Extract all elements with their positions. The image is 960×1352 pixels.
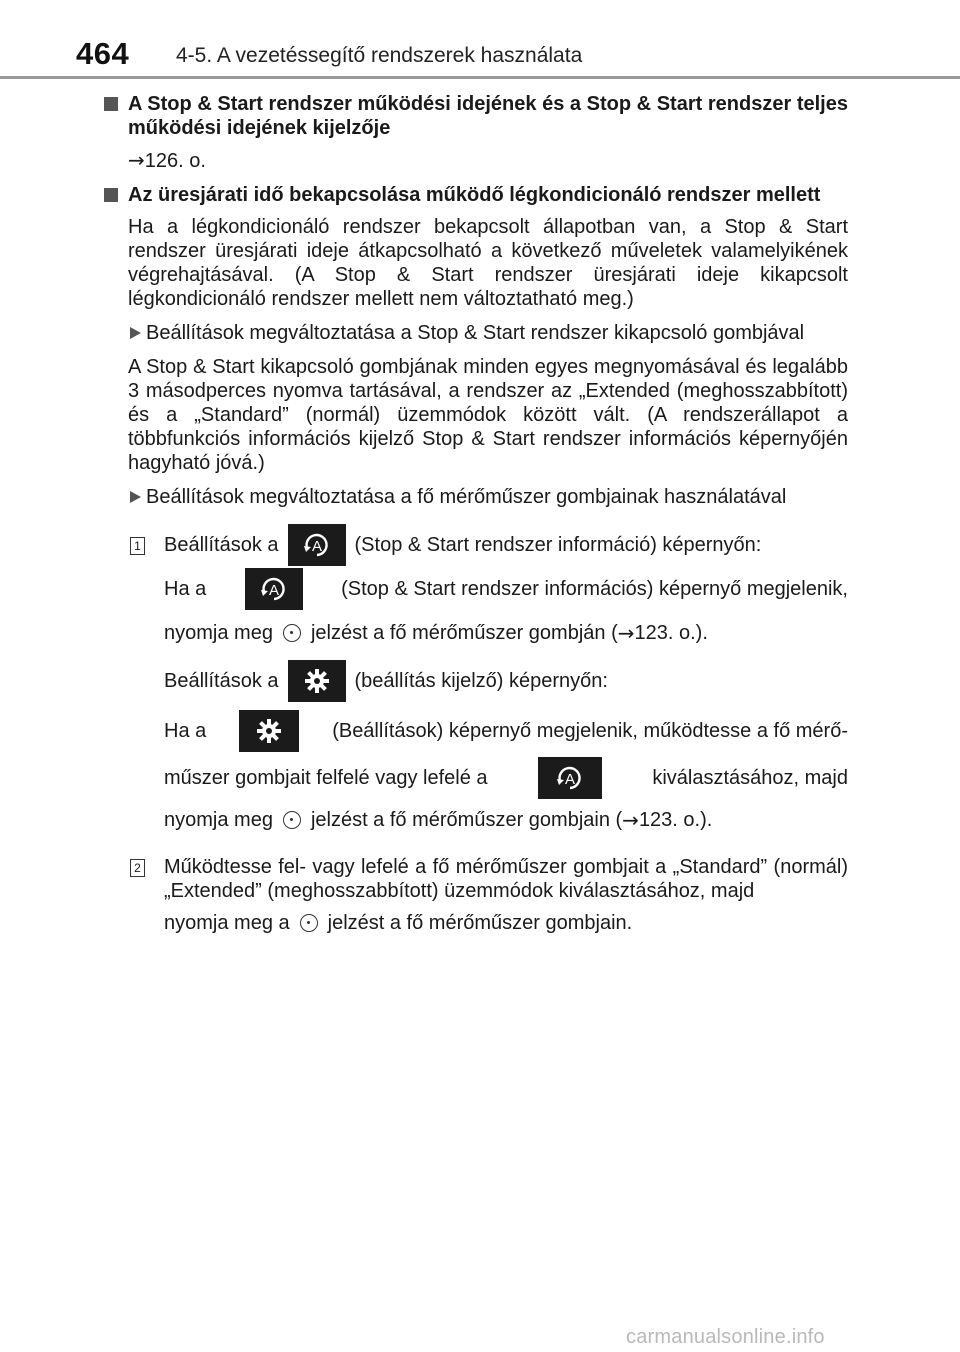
- reference-arrow-icon: →: [617, 621, 635, 645]
- step-number-box: 2: [130, 859, 145, 877]
- page-number: 464: [76, 36, 130, 71]
- header-rule: [0, 76, 960, 79]
- subsection-title-switch: Beállítások megváltoztatása a Stop & Start rendszer kikapcsoló gombjával: [104, 321, 848, 345]
- ok-button-icon: [300, 914, 318, 932]
- settings-gear-icon: [239, 710, 299, 752]
- ok-button-icon: [283, 811, 301, 829]
- section-heading-ac: Az üresjárati idő bekapcsolása működő légkondicionáló rendszer mellett: [104, 183, 848, 207]
- reference-arrow-icon: →: [128, 148, 145, 172]
- triangle-bullet-icon: [130, 327, 141, 339]
- subsection-text-switch: A Stop & Start kikapcsoló gombjának minden egyes megnyomásával és legalább 3 másodperces nyomva tartásával, a rendszer az „Extended (meghosszabbított) és a „Standard” (normál) üzemmódok között vált. (A rendszerállapot a többfunkciós információs kijelző Stop & Start rendszer információs képernyőjén hagyható jóvá.): [128, 356, 848, 474]
- svg-text:A: A: [268, 582, 279, 599]
- stop-start-info-icon: [245, 568, 303, 610]
- reference-arrow-icon: →: [622, 808, 639, 832]
- subsection-title-meter: Beállítások megváltoztatása a fő mérőműszer gombjainak használatával: [104, 485, 848, 509]
- svg-text:A: A: [564, 771, 575, 788]
- watermark: carmanualsonline.info: [626, 1326, 825, 1348]
- step-number-box: 1: [130, 537, 145, 555]
- settings-gear-icon: [288, 660, 346, 702]
- triangle-bullet-icon: [130, 491, 141, 503]
- step-1: 1 Beállítások a A (Stop & Start rendszer információ) képernyőn: Ha a A (Stop & Start rendszer információs) képernyő megjelenik, nyomja meg jelzést a fő mérőműszer gombján ( → 123. o.). Beállítások a (beállítás kijelző) képernyőn: Ha a (Beállítások) képernyő megjelenik, működtesse a fő mérő- műszer gombjait felfelé vagy lefelé a A kiválasztásához, majd nyomja meg jelzést a fő mérőműszer gombjain ( → 123. o.).: [104, 523, 848, 839]
- ok-button-icon: [283, 624, 301, 642]
- bullet-square-icon: [104, 97, 118, 111]
- section-intro-text: Ha a légkondicionáló rendszer bekapcsolt állapotban van, a Stop & Start rendszer üresjárati ideje átkapcsolható a következő műveletek valamelyikének végrehajtásával. (A Stop & Start rendszer üresjárati ideje kikapcsolt légkondicionáló rendszer mellett nem változtatható meg.): [128, 216, 848, 310]
- page-content: [104, 92, 848, 943]
- page-header: [0, 0, 960, 80]
- svg-text:A: A: [311, 538, 322, 555]
- section-heading-display: A Stop & Start rendszer működési idejének és a Stop & Start rendszer teljes működési idejének kijelzője: [104, 92, 848, 140]
- stop-start-info-icon: [538, 757, 602, 799]
- page-reference[interactable]: →126. o.: [128, 148, 206, 172]
- chapter-title: 4-5. A vezetéssegítő rendszerek használata: [176, 44, 583, 67]
- bullet-square-icon: [104, 188, 118, 202]
- step-2: 2 Működtesse fel- vagy lefelé a fő mérőműszer gombjait a „Standard” (normál) „Extended” (meghosszabbított) üzemmódok kiválasztásához, majd nyomja meg a jelzést a fő mérőműszer gombjain.: [104, 855, 848, 943]
- stop-start-info-icon: [288, 524, 346, 566]
